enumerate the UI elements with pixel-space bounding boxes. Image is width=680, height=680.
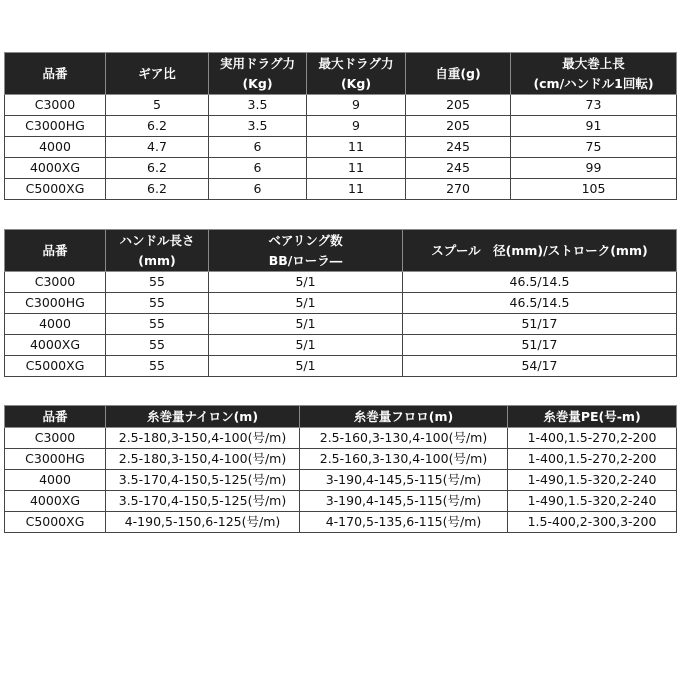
header-max-drag	[307, 53, 406, 95]
cell-max-drag: 11	[307, 137, 406, 158]
cell-model: 4000XG	[5, 335, 106, 356]
cell-gear-ratio: 6.2	[106, 179, 209, 200]
header-bearings-line1: ベアリング数	[268, 232, 343, 248]
cell-max-retrieve: 75	[511, 137, 677, 158]
header-max-drag-line1: 最大ドラグ力	[318, 55, 394, 71]
spec-table-basic	[4, 52, 677, 200]
cell-nylon: 4-190,5-150,6-125(号/m)	[106, 512, 300, 533]
cell-handle-length: 55	[106, 314, 209, 335]
header-model: 品番	[5, 230, 106, 272]
header-practical-drag	[209, 53, 307, 95]
table-row	[5, 116, 677, 137]
cell-bearings: 5/1	[209, 314, 403, 335]
header-bearings-line2: BB/ローラ―	[268, 252, 343, 268]
header-model: 品番	[5, 406, 106, 428]
header-practical-drag-line1: 実用ドラグ力	[219, 55, 295, 71]
table-row	[5, 272, 677, 293]
cell-max-drag: 9	[307, 95, 406, 116]
cell-practical-drag: 6	[209, 179, 307, 200]
cell-max-drag: 9	[307, 116, 406, 137]
cell-spool: 51/17	[403, 314, 677, 335]
table-row	[5, 95, 677, 116]
cell-pe: 1-400,1.5-270,2-200	[508, 428, 677, 449]
cell-nylon: 3.5-170,4-150,5-125(号/m)	[106, 491, 300, 512]
header-nylon: 糸巻量ナイロン(m)	[106, 406, 300, 428]
cell-max-drag: 11	[307, 179, 406, 200]
table-header-row	[5, 406, 677, 428]
cell-weight: 205	[406, 116, 511, 137]
cell-gear-ratio: 6.2	[106, 158, 209, 179]
table-header-row	[5, 53, 677, 95]
header-max-retrieve	[511, 53, 677, 95]
cell-model: 4000	[5, 314, 106, 335]
cell-bearings: 5/1	[209, 293, 403, 314]
header-max-retrieve-line1: 最大巻上長	[562, 55, 625, 71]
cell-nylon: 2.5-180,3-150,4-100(号/m)	[106, 428, 300, 449]
table-row	[5, 293, 677, 314]
cell-pe: 1-490,1.5-320,2-240	[508, 491, 677, 512]
cell-fluoro: 3-190,4-145,5-115(号/m)	[300, 470, 508, 491]
cell-model: 4000XG	[5, 158, 106, 179]
table-row	[5, 356, 677, 377]
cell-spool: 46.5/14.5	[403, 272, 677, 293]
cell-pe: 1.5-400,2-300,3-200	[508, 512, 677, 533]
cell-weight: 270	[406, 179, 511, 200]
cell-model: C5000XG	[5, 356, 106, 377]
header-handle-length-line2: (mm)	[138, 252, 176, 268]
table-row	[5, 470, 677, 491]
cell-spool: 46.5/14.5	[403, 293, 677, 314]
cell-bearings: 5/1	[209, 335, 403, 356]
cell-model: C3000HG	[5, 449, 106, 470]
cell-model: C3000HG	[5, 293, 106, 314]
cell-fluoro: 3-190,4-145,5-115(号/m)	[300, 491, 508, 512]
table-row	[5, 314, 677, 335]
header-handle-length	[106, 230, 209, 272]
table-row	[5, 428, 677, 449]
cell-spool: 51/17	[403, 335, 677, 356]
cell-model: C5000XG	[5, 179, 106, 200]
header-weight: 自重(g)	[406, 53, 511, 95]
header-max-retrieve-line2: (cm/ハンドル1回転)	[533, 75, 654, 91]
table-row	[5, 137, 677, 158]
cell-practical-drag: 6	[209, 137, 307, 158]
cell-nylon: 2.5-180,3-150,4-100(号/m)	[106, 449, 300, 470]
cell-handle-length: 55	[106, 272, 209, 293]
cell-model: C3000	[5, 272, 106, 293]
table-row	[5, 512, 677, 533]
cell-bearings: 5/1	[209, 272, 403, 293]
cell-practical-drag: 3.5	[209, 95, 307, 116]
cell-pe: 1-400,1.5-270,2-200	[508, 449, 677, 470]
cell-model: 4000	[5, 470, 106, 491]
header-handle-length-line1: ハンドル長さ	[119, 232, 195, 248]
table-row	[5, 158, 677, 179]
cell-gear-ratio: 5	[106, 95, 209, 116]
table-row	[5, 491, 677, 512]
cell-max-retrieve: 91	[511, 116, 677, 137]
cell-fluoro: 2.5-160,3-130,4-100(号/m)	[300, 449, 508, 470]
header-bearings	[209, 230, 403, 272]
cell-model: 4000	[5, 137, 106, 158]
header-fluoro: 糸巻量フロロ(m)	[300, 406, 508, 428]
cell-model: C3000	[5, 95, 106, 116]
cell-model: C3000HG	[5, 116, 106, 137]
cell-model: C5000XG	[5, 512, 106, 533]
table-header-row	[5, 230, 677, 272]
table-row	[5, 335, 677, 356]
header-spool: スプール 径(mm)/ストローク(mm)	[403, 230, 677, 272]
header-model: 品番	[5, 53, 106, 95]
cell-max-drag: 11	[307, 158, 406, 179]
cell-bearings: 5/1	[209, 356, 403, 377]
cell-gear-ratio: 6.2	[106, 116, 209, 137]
cell-handle-length: 55	[106, 335, 209, 356]
cell-model: C3000	[5, 428, 106, 449]
cell-weight: 245	[406, 137, 511, 158]
cell-fluoro: 4-170,5-135,6-115(号/m)	[300, 512, 508, 533]
header-practical-drag-line2: (Kg)	[242, 75, 273, 91]
cell-max-retrieve: 105	[511, 179, 677, 200]
cell-practical-drag: 6	[209, 158, 307, 179]
header-pe: 糸巻量PE(号-m)	[508, 406, 677, 428]
cell-max-retrieve: 73	[511, 95, 677, 116]
header-max-drag-line2: (Kg)	[340, 75, 372, 91]
cell-model: 4000XG	[5, 491, 106, 512]
cell-practical-drag: 3.5	[209, 116, 307, 137]
cell-nylon: 3.5-170,4-150,5-125(号/m)	[106, 470, 300, 491]
cell-handle-length: 55	[106, 293, 209, 314]
table-row	[5, 179, 677, 200]
cell-max-retrieve: 99	[511, 158, 677, 179]
cell-pe: 1-490,1.5-320,2-240	[508, 470, 677, 491]
cell-fluoro: 2.5-160,3-130,4-100(号/m)	[300, 428, 508, 449]
cell-gear-ratio: 4.7	[106, 137, 209, 158]
cell-spool: 54/17	[403, 356, 677, 377]
cell-weight: 205	[406, 95, 511, 116]
spec-table-line-capacity	[4, 405, 677, 533]
table-row	[5, 449, 677, 470]
cell-weight: 245	[406, 158, 511, 179]
cell-handle-length: 55	[106, 356, 209, 377]
header-gear-ratio: ギア比	[106, 53, 209, 95]
spec-table-handle	[4, 229, 677, 377]
